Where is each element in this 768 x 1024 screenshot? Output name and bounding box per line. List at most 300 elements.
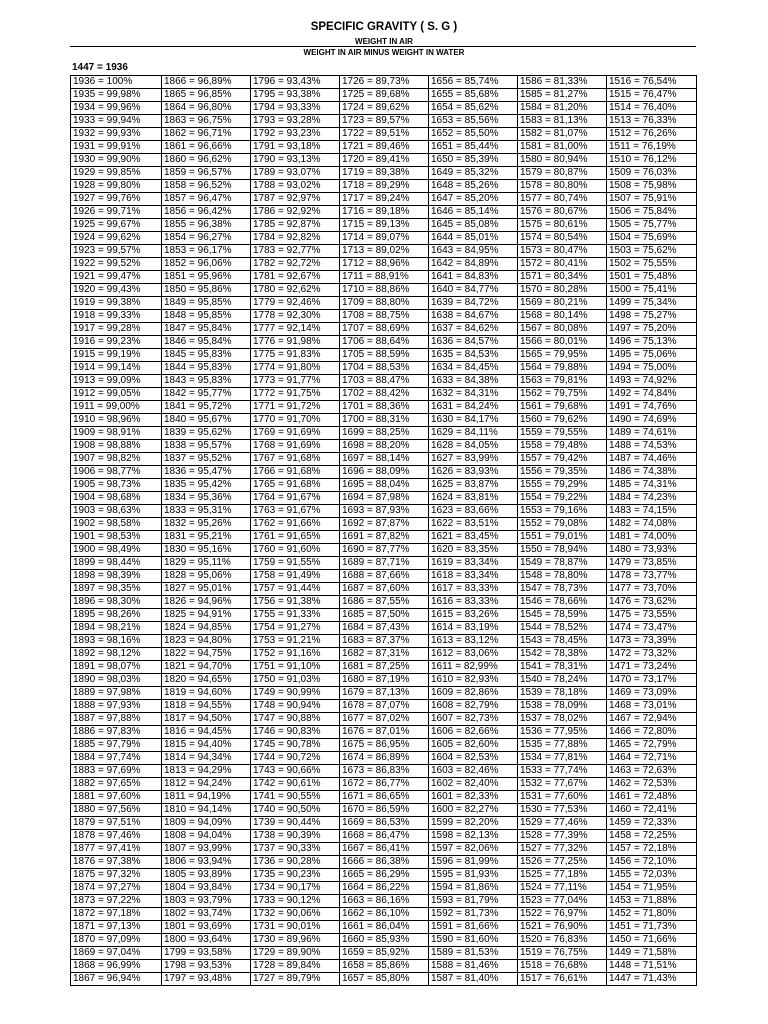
table-cell: 1753 = 91,21% xyxy=(251,635,340,648)
table-cell: 1768 = 91,69% xyxy=(251,440,340,453)
table-cell: 1921 = 99,47% xyxy=(71,271,162,284)
table-cell: 1794 = 93,33% xyxy=(251,102,340,115)
table-cell: 1898 = 98,39% xyxy=(71,570,162,583)
table-cell: 1621 = 83,45% xyxy=(429,531,518,544)
table-cell: 1909 = 98,91% xyxy=(71,427,162,440)
table-cell: 1908 = 98,88% xyxy=(71,440,162,453)
table-cell: 1814 = 94,34% xyxy=(162,752,251,765)
table-cell: 1667 = 86,41% xyxy=(340,843,429,856)
table-cell: 1629 = 84,11% xyxy=(429,427,518,440)
table-cell: 1498 = 75,27% xyxy=(607,310,697,323)
table-cell: 1736 = 90,28% xyxy=(251,856,340,869)
header xyxy=(0,20,768,47)
table-cell: 1748 = 90,94% xyxy=(251,700,340,713)
table-cell: 1624 = 83,81% xyxy=(429,492,518,505)
table-cell: 1746 = 90,83% xyxy=(251,726,340,739)
table-cell: 1470 = 73,17% xyxy=(607,674,697,687)
table-row xyxy=(71,648,697,661)
table-cell: 1487 = 74,46% xyxy=(607,453,697,466)
table-cell: 1635 = 84,53% xyxy=(429,349,518,362)
table-cell: 1582 = 81,07% xyxy=(518,128,607,141)
table-cell: 1783 = 92,77% xyxy=(251,245,340,258)
table-cell: 1643 = 84,95% xyxy=(429,245,518,258)
table-cell: 1516 = 76,54% xyxy=(607,76,697,89)
table-cell: 1508 = 75,98% xyxy=(607,180,697,193)
table-cell: 1649 = 85,32% xyxy=(429,167,518,180)
table-cell: 1863 = 96,75% xyxy=(162,115,251,128)
table-cell: 1904 = 98,68% xyxy=(71,492,162,505)
table-cell: 1602 = 82,40% xyxy=(429,778,518,791)
table-cell: 1514 = 76,40% xyxy=(607,102,697,115)
table-cell: 1539 = 78,18% xyxy=(518,687,607,700)
table-row xyxy=(71,739,697,752)
table-cell: 1789 = 93,07% xyxy=(251,167,340,180)
table-cell: 1924 = 99,62% xyxy=(71,232,162,245)
table-cell: 1511 = 76,19% xyxy=(607,141,697,154)
table-cell: 1879 = 97,51% xyxy=(71,817,162,830)
table-cell: 1817 = 94,50% xyxy=(162,713,251,726)
table-cell: 1495 = 75,06% xyxy=(607,349,697,362)
table-cell: 1926 = 99,71% xyxy=(71,206,162,219)
table-cell: 1452 = 71,80% xyxy=(607,908,697,921)
table-cell: 1673 = 86,83% xyxy=(340,765,429,778)
table-row xyxy=(71,427,697,440)
table-cell: 1532 = 77,67% xyxy=(518,778,607,791)
table-cell: 1675 = 86,95% xyxy=(340,739,429,752)
table-cell: 1607 = 82,73% xyxy=(429,713,518,726)
table-cell: 1521 = 76,90% xyxy=(518,921,607,934)
table-row xyxy=(71,128,697,141)
table-cell: 1674 = 86,89% xyxy=(340,752,429,765)
table-row xyxy=(71,713,697,726)
table-cell: 1554 = 79,22% xyxy=(518,492,607,505)
table-row xyxy=(71,440,697,453)
table-cell: 1625 = 83,87% xyxy=(429,479,518,492)
table-cell: 1854 = 96,27% xyxy=(162,232,251,245)
table-cell: 1809 = 94,09% xyxy=(162,817,251,830)
table-row xyxy=(71,557,697,570)
table-row xyxy=(71,232,697,245)
table-cell: 1847 = 95,84% xyxy=(162,323,251,336)
table-cell: 1688 = 87,66% xyxy=(340,570,429,583)
table-cell: 1483 = 74,15% xyxy=(607,505,697,518)
table-cell: 1614 = 83,19% xyxy=(429,622,518,635)
table-cell: 1891 = 98,07% xyxy=(71,661,162,674)
table-cell: 1867 = 96,94% xyxy=(71,973,162,986)
page-title: SPECIFIC GRAVITY ( S. G ) xyxy=(310,21,458,33)
table-cell: 1547 = 78,73% xyxy=(518,583,607,596)
subtitle-weight-difference: WEIGHT IN AIR MINUS WEIGHT IN WATER xyxy=(303,48,465,57)
table-cell: 1529 = 77,46% xyxy=(518,817,607,830)
table-cell: 1489 = 74,61% xyxy=(607,427,697,440)
table-row xyxy=(71,414,697,427)
table-cell: 1595 = 81,93% xyxy=(429,869,518,882)
table-cell: 1756 = 91,38% xyxy=(251,596,340,609)
table-cell: 1587 = 81,40% xyxy=(429,973,518,986)
table-cell: 1549 = 78,87% xyxy=(518,557,607,570)
table-cell: 1579 = 80,87% xyxy=(518,167,607,180)
table-cell: 1603 = 82,46% xyxy=(429,765,518,778)
table-row xyxy=(71,180,697,193)
table-cell: 1604 = 82,53% xyxy=(429,752,518,765)
table-cell: 1717 = 89,24% xyxy=(340,193,429,206)
table-cell: 1853 = 96,17% xyxy=(162,245,251,258)
table-cell: 1894 = 98,21% xyxy=(71,622,162,635)
table-cell: 1848 = 95,85% xyxy=(162,310,251,323)
table-cell: 1702 = 88,42% xyxy=(340,388,429,401)
table-cell: 1493 = 74,92% xyxy=(607,375,697,388)
table-cell: 1610 = 82,93% xyxy=(429,674,518,687)
table-cell: 1803 = 93,79% xyxy=(162,895,251,908)
table-cell: 1574 = 80,54% xyxy=(518,232,607,245)
table-row xyxy=(71,245,697,258)
table-cell: 1884 = 97,74% xyxy=(71,752,162,765)
table-cell: 1842 = 95,77% xyxy=(162,388,251,401)
table-cell: 1606 = 82,66% xyxy=(429,726,518,739)
table-cell: 1835 = 95,42% xyxy=(162,479,251,492)
table-cell: 1786 = 92,92% xyxy=(251,206,340,219)
table-cell: 1557 = 79,42% xyxy=(518,453,607,466)
table-cell: 1708 = 88,75% xyxy=(340,310,429,323)
table-row xyxy=(71,193,697,206)
table-cell: 1800 = 93,64% xyxy=(162,934,251,947)
table-cell: 1480 = 73,93% xyxy=(607,544,697,557)
table-cell: 1802 = 93,74% xyxy=(162,908,251,921)
table-cell: 1462 = 72,53% xyxy=(607,778,697,791)
table-cell: 1743 = 90,66% xyxy=(251,765,340,778)
table-cell: 1827 = 95,01% xyxy=(162,583,251,596)
table-row xyxy=(71,544,697,557)
table-cell: 1901 = 98,53% xyxy=(71,531,162,544)
table-cell: 1644 = 85,01% xyxy=(429,232,518,245)
table-row xyxy=(71,804,697,817)
reference-note: 1447 = 1936 xyxy=(72,62,128,73)
table-row xyxy=(71,960,697,973)
table-cell: 1846 = 95,84% xyxy=(162,336,251,349)
table-cell: 1524 = 77,11% xyxy=(518,882,607,895)
table-cell: 1636 = 84,57% xyxy=(429,336,518,349)
table-cell: 1634 = 84,45% xyxy=(429,362,518,375)
table-cell: 1628 = 84,05% xyxy=(429,440,518,453)
table-cell: 1851 = 95,96% xyxy=(162,271,251,284)
table-cell: 1812 = 94,24% xyxy=(162,778,251,791)
table-cell: 1639 = 84,72% xyxy=(429,297,518,310)
table-cell: 1726 = 89,73% xyxy=(340,76,429,89)
table-cell: 1653 = 85,56% xyxy=(429,115,518,128)
table-cell: 1834 = 95,36% xyxy=(162,492,251,505)
table-cell: 1731 = 90,01% xyxy=(251,921,340,934)
table-cell: 1500 = 75,41% xyxy=(607,284,697,297)
table-cell: 1677 = 87,02% xyxy=(340,713,429,726)
table-cell: 1896 = 98,30% xyxy=(71,596,162,609)
table-cell: 1839 = 95,62% xyxy=(162,427,251,440)
table-cell: 1513 = 76,33% xyxy=(607,115,697,128)
table-cell: 1935 = 99,98% xyxy=(71,89,162,102)
table-cell: 1484 = 74,23% xyxy=(607,492,697,505)
table-cell: 1798 = 93,53% xyxy=(162,960,251,973)
table-row xyxy=(71,258,697,271)
table-row xyxy=(71,596,697,609)
table-cell: 1646 = 85,14% xyxy=(429,206,518,219)
table-cell: 1561 = 79,68% xyxy=(518,401,607,414)
table-cell: 1740 = 90,50% xyxy=(251,804,340,817)
table-cell: 1622 = 83,51% xyxy=(429,518,518,531)
table-cell: 1657 = 85,80% xyxy=(340,973,429,986)
table-cell: 1645 = 85,08% xyxy=(429,219,518,232)
table-cell: 1608 = 82,79% xyxy=(429,700,518,713)
table-cell: 1651 = 85,44% xyxy=(429,141,518,154)
table-cell: 1840 = 95,67% xyxy=(162,414,251,427)
table-cell: 1828 = 95,06% xyxy=(162,570,251,583)
table-cell: 1664 = 86,22% xyxy=(340,882,429,895)
table-row xyxy=(71,102,697,115)
table-cell: 1725 = 89,68% xyxy=(340,89,429,102)
table-cell: 1504 = 75,69% xyxy=(607,232,697,245)
table-cell: 1856 = 96,42% xyxy=(162,206,251,219)
table-cell: 1885 = 97,79% xyxy=(71,739,162,752)
table-cell: 1757 = 91,44% xyxy=(251,583,340,596)
table-row xyxy=(71,492,697,505)
table-cell: 1705 = 88,59% xyxy=(340,349,429,362)
table-row xyxy=(71,284,697,297)
table-cell: 1858 = 96,52% xyxy=(162,180,251,193)
table-cell: 1478 = 73,77% xyxy=(607,570,697,583)
table-cell: 1670 = 86,59% xyxy=(340,804,429,817)
table-cell: 1466 = 72,80% xyxy=(607,726,697,739)
table-cell: 1872 = 97,18% xyxy=(71,908,162,921)
table-row xyxy=(71,76,697,89)
table-cell: 1788 = 93,02% xyxy=(251,180,340,193)
table-row xyxy=(71,583,697,596)
table-cell: 1541 = 78,31% xyxy=(518,661,607,674)
table-cell: 1927 = 99,76% xyxy=(71,193,162,206)
table-cell: 1755 = 91,33% xyxy=(251,609,340,622)
table-cell: 1911 = 99,00% xyxy=(71,401,162,414)
table-cell: 1889 = 97,98% xyxy=(71,687,162,700)
table-cell: 1785 = 92,87% xyxy=(251,219,340,232)
table-cell: 1559 = 79,55% xyxy=(518,427,607,440)
table-cell: 1690 = 87,77% xyxy=(340,544,429,557)
table-cell: 1741 = 90,55% xyxy=(251,791,340,804)
table-cell: 1912 = 99,05% xyxy=(71,388,162,401)
table-row xyxy=(71,856,697,869)
table-cell: 1612 = 83,06% xyxy=(429,648,518,661)
table-cell: 1570 = 80,28% xyxy=(518,284,607,297)
table-cell: 1913 = 99,09% xyxy=(71,375,162,388)
table-cell: 1893 = 98,16% xyxy=(71,635,162,648)
table-cell: 1722 = 89,51% xyxy=(340,128,429,141)
table-cell: 1655 = 85,68% xyxy=(429,89,518,102)
table-cell: 1648 = 85,26% xyxy=(429,180,518,193)
table-cell: 1633 = 84,38% xyxy=(429,375,518,388)
table-cell: 1849 = 95,85% xyxy=(162,297,251,310)
table-row xyxy=(71,752,697,765)
table-cell: 1763 = 91,67% xyxy=(251,505,340,518)
table-cell: 1558 = 79,48% xyxy=(518,440,607,453)
table-cell: 1792 = 93,23% xyxy=(251,128,340,141)
table-cell: 1837 = 95,52% xyxy=(162,453,251,466)
table-cell: 1553 = 79,16% xyxy=(518,505,607,518)
table-cell: 1623 = 83,66% xyxy=(429,505,518,518)
table-cell: 1617 = 83,33% xyxy=(429,583,518,596)
table-cell: 1767 = 91,68% xyxy=(251,453,340,466)
table-row xyxy=(71,765,697,778)
table-cell: 1711 = 88,91% xyxy=(340,271,429,284)
table-cell: 1479 = 73,85% xyxy=(607,557,697,570)
specific-gravity-table xyxy=(70,75,697,986)
table-cell: 1450 = 71,66% xyxy=(607,934,697,947)
table-cell: 1573 = 80,47% xyxy=(518,245,607,258)
table-cell: 1815 = 94,40% xyxy=(162,739,251,752)
table-cell: 1640 = 84,77% xyxy=(429,284,518,297)
table-cell: 1710 = 88,86% xyxy=(340,284,429,297)
table-cell: 1572 = 80,41% xyxy=(518,258,607,271)
table-cell: 1464 = 72,71% xyxy=(607,752,697,765)
table-cell: 1577 = 80,74% xyxy=(518,193,607,206)
table-cell: 1871 = 97,13% xyxy=(71,921,162,934)
table-cell: 1776 = 91,98% xyxy=(251,336,340,349)
table-cell: 1934 = 99,96% xyxy=(71,102,162,115)
table-row xyxy=(71,453,697,466)
table-row xyxy=(71,271,697,284)
table-cell: 1515 = 76,47% xyxy=(607,89,697,102)
table-cell: 1701 = 88,36% xyxy=(340,401,429,414)
table-cell: 1709 = 88,80% xyxy=(340,297,429,310)
table-cell: 1914 = 99,14% xyxy=(71,362,162,375)
table-cell: 1631 = 84,24% xyxy=(429,401,518,414)
table-cell: 1568 = 80,14% xyxy=(518,310,607,323)
table-cell: 1661 = 86,04% xyxy=(340,921,429,934)
table-cell: 1652 = 85,50% xyxy=(429,128,518,141)
table-cell: 1642 = 84,89% xyxy=(429,258,518,271)
table-cell: 1758 = 91,49% xyxy=(251,570,340,583)
table-row xyxy=(71,973,697,986)
table-row xyxy=(71,570,697,583)
table-cell: 1844 = 95,83% xyxy=(162,362,251,375)
table-cell: 1724 = 89,62% xyxy=(340,102,429,115)
table-cell: 1658 = 85,86% xyxy=(340,960,429,973)
table-cell: 1536 = 77,95% xyxy=(518,726,607,739)
table-cell: 1903 = 98,63% xyxy=(71,505,162,518)
table-cell: 1823 = 94,80% xyxy=(162,635,251,648)
table-row xyxy=(71,700,697,713)
table-cell: 1700 = 88,31% xyxy=(340,414,429,427)
table-cell: 1821 = 94,70% xyxy=(162,661,251,674)
table-cell: 1665 = 86,29% xyxy=(340,869,429,882)
table-cell: 1715 = 89,13% xyxy=(340,219,429,232)
table-cell: 1906 = 98,77% xyxy=(71,466,162,479)
table-cell: 1770 = 91,70% xyxy=(251,414,340,427)
table-cell: 1669 = 86,53% xyxy=(340,817,429,830)
table-cell: 1772 = 91,75% xyxy=(251,388,340,401)
table-cell: 1459 = 72,33% xyxy=(607,817,697,830)
table-cell: 1870 = 97,09% xyxy=(71,934,162,947)
table-cell: 1925 = 99,67% xyxy=(71,219,162,232)
table-row xyxy=(71,375,697,388)
table-cell: 1659 = 85,92% xyxy=(340,947,429,960)
table-cell: 1861 = 96,66% xyxy=(162,141,251,154)
table-row xyxy=(71,882,697,895)
table-cell: 1686 = 87,55% xyxy=(340,596,429,609)
table-row xyxy=(71,388,697,401)
table-cell: 1545 = 78,59% xyxy=(518,609,607,622)
table-cell: 1857 = 96,47% xyxy=(162,193,251,206)
table-cell: 1810 = 94,14% xyxy=(162,804,251,817)
table-row xyxy=(71,869,697,882)
table-cell: 1469 = 73,09% xyxy=(607,687,697,700)
table-cell: 1477 = 73,70% xyxy=(607,583,697,596)
table-cell: 1581 = 81,00% xyxy=(518,141,607,154)
table-cell: 1626 = 83,93% xyxy=(429,466,518,479)
table-cell: 1507 = 75,91% xyxy=(607,193,697,206)
table-cell: 1795 = 93,38% xyxy=(251,89,340,102)
table-cell: 1476 = 73,62% xyxy=(607,596,697,609)
table-cell: 1502 = 75,55% xyxy=(607,258,697,271)
fraction-line xyxy=(70,46,696,47)
table-cell: 1522 = 76,97% xyxy=(518,908,607,921)
table-cell: 1826 = 94,96% xyxy=(162,596,251,609)
table-cell: 1689 = 87,71% xyxy=(340,557,429,570)
table-cell: 1936 = 100% xyxy=(71,76,162,89)
table-cell: 1882 = 97,65% xyxy=(71,778,162,791)
table-cell: 1738 = 90,39% xyxy=(251,830,340,843)
table-row xyxy=(71,921,697,934)
table-row xyxy=(71,349,697,362)
table-cell: 1766 = 91,68% xyxy=(251,466,340,479)
table-row xyxy=(71,154,697,167)
table-cell: 1928 = 99,80% xyxy=(71,180,162,193)
table-cell: 1453 = 71,88% xyxy=(607,895,697,908)
table-cell: 1699 = 88,25% xyxy=(340,427,429,440)
table-cell: 1672 = 86,77% xyxy=(340,778,429,791)
table-row xyxy=(71,466,697,479)
table-cell: 1728 = 89,84% xyxy=(251,960,340,973)
table-cell: 1627 = 83,99% xyxy=(429,453,518,466)
table-cell: 1704 = 88,53% xyxy=(340,362,429,375)
table-cell: 1594 = 81,86% xyxy=(429,882,518,895)
table-cell: 1474 = 73,47% xyxy=(607,622,697,635)
table-cell: 1816 = 94,45% xyxy=(162,726,251,739)
table-cell: 1808 = 94,04% xyxy=(162,830,251,843)
table-cell: 1461 = 72,48% xyxy=(607,791,697,804)
table-cell: 1654 = 85,62% xyxy=(429,102,518,115)
table-cell: 1538 = 78,09% xyxy=(518,700,607,713)
table-row xyxy=(71,947,697,960)
table-cell: 1869 = 97,04% xyxy=(71,947,162,960)
table-cell: 1859 = 96,57% xyxy=(162,167,251,180)
table-cell: 1918 = 99,33% xyxy=(71,310,162,323)
table-cell: 1455 = 72,03% xyxy=(607,869,697,882)
table-cell: 1694 = 87,98% xyxy=(340,492,429,505)
table-cell: 1543 = 78,45% xyxy=(518,635,607,648)
table-cell: 1580 = 80,94% xyxy=(518,154,607,167)
table-cell: 1528 = 77,39% xyxy=(518,830,607,843)
table-cell: 1660 = 85,93% xyxy=(340,934,429,947)
table-cell: 1825 = 94,91% xyxy=(162,609,251,622)
table-cell: 1932 = 99,93% xyxy=(71,128,162,141)
table-cell: 1769 = 91,69% xyxy=(251,427,340,440)
table-cell: 1771 = 91,72% xyxy=(251,401,340,414)
table-cell: 1671 = 86,65% xyxy=(340,791,429,804)
table-cell: 1471 = 73,24% xyxy=(607,661,697,674)
table-row xyxy=(71,401,697,414)
table-cell: 1540 = 78,24% xyxy=(518,674,607,687)
table-cell: 1707 = 88,69% xyxy=(340,323,429,336)
table-cell: 1534 = 77,81% xyxy=(518,752,607,765)
table-row xyxy=(71,635,697,648)
table-cell: 1696 = 88,09% xyxy=(340,466,429,479)
table-cell: 1451 = 71,73% xyxy=(607,921,697,934)
